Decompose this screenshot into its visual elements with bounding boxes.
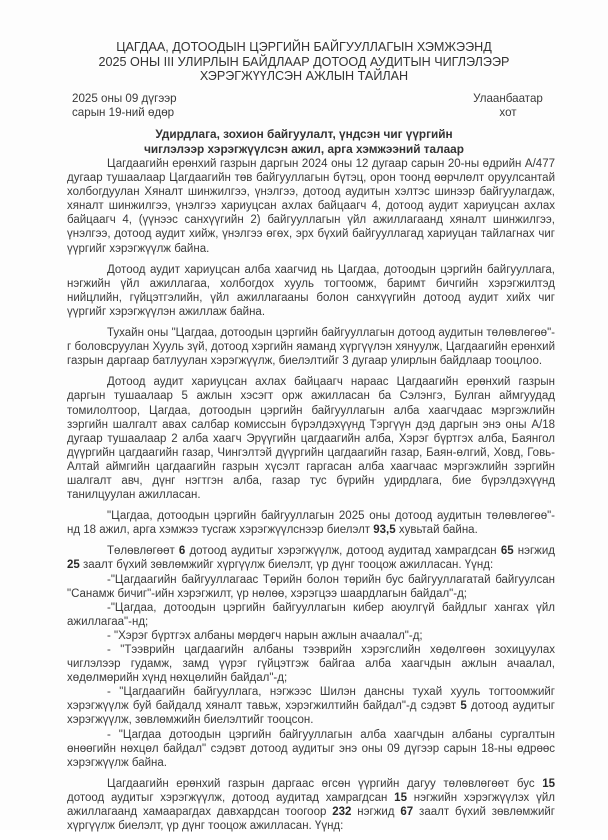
place-line-2: хот xyxy=(499,106,517,119)
p7-text-b: дотоод аудитыг хэрэгжүүлж, дотоод аудитад хамрагдсан xyxy=(67,791,395,804)
section-heading xyxy=(0,127,608,156)
p5-text-end: хувьтай байна. xyxy=(395,524,478,537)
planned-audits-count: 6 xyxy=(178,545,186,558)
p5-text: "Цагдаа, дотоодын цэргийн байгууллагын 2025 оны дотоод аудитын төлөвлөгөө"-нд 18 ажил, арга хэмжээ тусгаж хэрэгжүүлснээр биелэлт xyxy=(67,510,555,537)
p6-text-a: Төлөвлөгөөт xyxy=(107,545,179,558)
unplanned-audits-count: 15 xyxy=(542,777,555,790)
document-place xyxy=(468,92,548,120)
document-body xyxy=(67,157,555,840)
section-heading-line-2: чиглэлээр хэрэгжүүлсэн ажил, арга хэмжээний талаар xyxy=(144,141,464,156)
recommendation-clauses-count: 25 xyxy=(67,559,80,572)
list-item-2: -"Цагдаа, дотоодын цэргийн байгууллагын кибер аюулгүй байдлыг хангах үйл ажиллагаа"-нд; xyxy=(67,601,555,628)
p7-duplicated-units-count: 232 xyxy=(332,806,352,819)
list-item-3: - "Хэрэг бүртгэх албаны мөрдөгч нарын ажлын ачаалал"-д; xyxy=(107,629,423,642)
p7-text-e: заалт бүхий зөвлөмжийг хүргүүлж биелэлт, үр дүнг тооцож ажилласан. Үүнд: xyxy=(67,806,555,833)
completion-percent: 93,5 xyxy=(373,524,396,537)
paragraph-4: Дотоод аудит хариуцсан ахлах байцаагч нараас Цагдаагийн ерөнхий газрын даргын тушаалаар 5 ажлын хэсэгт орж ажилласан ба Сэлэнгэ, Булган аймгуудад томилолтоор, Цагдаа, дотоодын цэргийн байгууллагын алба хаагчдаас мэргэжлийн зэргийн шалгалт авах салбар комиссын бүрэлдэхүүнд Тэргүүн дэд даргын энэ оны А/18 дугаар тушаалаар 2 алба хаагч Эрүүгийн цагдаагийн алба, Хэрэг бүртгэх алба, Баянгол дүүргийн цагдаагийн газар, Чингэлтэй дүүргийн цагдаагийн газар, Баян-өлгий, Ховд, Говь-Алтай аймгийн цагдаагийн газрын хүсэлт гаргасан алба хаагчаас мэргэжлийн зэргийн шалгалт авч, дүнг нэгтгэн алба, газар тус бүрийн удирдлага, бие бүрэлдэхүүнд танилцуулан ажилласан. xyxy=(67,376,555,502)
p7-units-count: 15 xyxy=(394,791,407,804)
p7-text-d: нэгжид xyxy=(351,806,401,819)
p7-clauses-count: 67 xyxy=(400,806,414,819)
paragraph-5 xyxy=(67,509,555,537)
list-item-5 xyxy=(67,685,555,727)
title-line-3: ХЭРЭГЖҮҮЛСЭН АЖЛЫН ТАЙЛАН xyxy=(199,69,409,83)
date-line-2: сарын 19-ний өдөр xyxy=(72,106,175,119)
p7-text-a: Цагдаагийн ерөнхий газрын даргаас өгсөн үүргийн дагуу төлөвлөгөөт бус xyxy=(107,777,543,790)
p6-text-c: нэгжид xyxy=(513,545,555,558)
item5-text-b: дотоод аудитыг хэрэгжүүлж, зөвлөмжийн биелэлтийг тооцсон. xyxy=(67,700,555,727)
paragraph-2: Дотоод аудит хариуцсан алба хаагчид нь Цагдаа, дотоодын цэргийн байгууллага, нэгжийн үйл ажиллагаа, холбогдох хууль тогтоомж, баримт бичгийн хэрэгжилтэд нийцлийн, гүйцэтгэлийн, үйл ажиллагааны болон санхүүгийн дотоод аудит хийх чиг үүргийг хэрэгжүүлэн ажиллаж байна. xyxy=(67,263,555,318)
document-title xyxy=(0,40,608,84)
list-item-4: - "Тээврийн цагдаагийн албаны тээврийн хэрэгслийн хөдөлгөөн зохицуулах чиглэлээр гудамж, замд үүрэг гүйцэтгэж байгаа алба хаагчдын ажлын ачаалал, хөдөлмөрийн хүнд нөхцөлийн байдал"-д; xyxy=(67,644,555,685)
section-heading-line-1: Удирдлага, зохион байгуулалт, үндсэн чиг үүргийн xyxy=(155,127,453,141)
paragraph-6 xyxy=(67,544,555,572)
title-line-1: ЦАГДАА, ДОТООДЫН ЦЭРГИЙН БАЙГУУЛЛАГЫН ХЭМЖЭЭНД xyxy=(116,40,492,54)
units-covered-count: 65 xyxy=(500,545,514,558)
date-line-1: 2025 оны 09 дүгээр xyxy=(72,92,177,105)
p6-text-d: заалт бүхий зөвлөмжийг хүргүүлж биелэлт, үр дүнг тооцож ажилласан. Үүнд: xyxy=(79,559,494,572)
item5-count: 5 xyxy=(460,700,467,713)
paragraph-3: Тухайн оны "Цагдаа, дотоодын цэргийн байгууллагын дотоод аудитын төлөвлөгөө"-г боловсруулан Хууль зүй, дотоод хэргийн яаманд хүргүүлэн хянуулж, Цагдаагийн ерөнхий газрын даргаар батлуулан хэрэгжүүлж, биелэлтийг 3 дугаар улирлын байдлаар тооцлоо. xyxy=(67,327,555,368)
list-item-1: -"Цагдаагийн байгууллагаас Төрийн болон төрийн бус байгууллагатай байгуулсан "Санамж бичиг"-ийн хэрэгжилт, үр нөлөө, хэрэгцээ шаардлагын байдал"-д; xyxy=(67,573,555,600)
paragraph-7 xyxy=(67,777,555,833)
place-line-1: Улаанбаатар xyxy=(473,92,543,105)
document-date xyxy=(72,92,177,120)
paragraph-1: Цагдаагийн ерөнхий газрын даргын 2024 оны 12 дугаар сарын 20-ны өдрийн А/477 дугаар тушаалаар Цагдаагийн төв байгууллагын бүтэц, орон тоонд өөрчлөлт оруулсантай холбогдуулан Хяналт шинжилгээ, үнэлгээ, дотоод аудитын хэлтэс шинээр байгуулагдаж, хяналт шинжилгээ, үнэлгээ хариуцсан ахлах байцаагч 4, дотоод аудит хариуцсан ахлах байцаагч 4, (үүнээс санхүүгийн 2) байгууллагын үйл ажиллагаанд хяналт шинжилгээ, үнэлгээ, дотоод аудит хийж, үнэлгээ өгөх, эрх бүхий байгууллагад хариуцан тайлагнах чиг үүргийг хэрэгжүүлж байна. xyxy=(67,158,555,255)
p6-text-b: дотоод аудитыг хэрэгжүүлж, дотоод аудитад хамрагдсан xyxy=(185,545,501,558)
title-line-2: 2025 ОНЫ III УЛИРЛЫН БАЙДЛААР ДОТООД АУДИТЫН ЧИГЛЭЛЭЭР xyxy=(98,54,510,69)
list-item-6: - "Цагдаа дотоодын цэргийн байгууллагын алба хаагчдын албаны сургалтын өнөөгийн нөхцөл байдал" сэдэвт дотоод аудитыг энэ оны 09 дүгээр сарын 18-ны өдрөөс хэрэгжүүлж байна. xyxy=(67,728,555,769)
item5-text-a: - "Цагдаагийн байгууллага, нэгжээс Шилэн дансны тухай хууль тогтоомжийг хэрэгжүүлж буй байдалд хяналт тавьж, хэрэгжилтийн байдал"-д сэдэвт xyxy=(67,686,555,713)
p7-text-c: нэгжийн хэрэгжүүлэх үйл ажиллагаанд хамаарагдах давхардсан тоогоор xyxy=(67,791,555,819)
